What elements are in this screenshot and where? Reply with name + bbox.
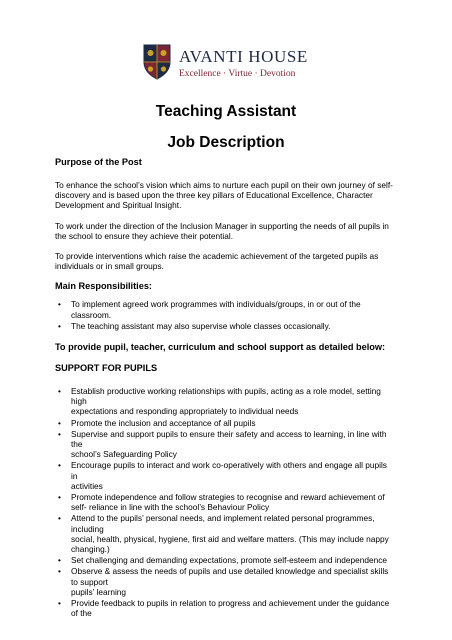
purpose-paragraph-2: To work under the direction of the Inclusion Manager in supporting the needs of all pupils in the school to ensure they achieve their potential. [55, 220, 389, 241]
bullet-icon: • [58, 566, 61, 577]
list-item: • Attend to the pupils’ personal needs, and implement related personal programmes, including social, health, physical, hygiene, first aid and welfare matters. (This may include nappy changing.) [58, 513, 389, 555]
list-item: • Promote the inclusion and acceptance of all pupils [58, 417, 256, 428]
school-logo [143, 44, 318, 88]
responsibilities-list [55, 299, 395, 331]
list-item: • Establish productive working relationships with pupils, acting as a role model, setting high expectations and responding appropriately to individual needs [58, 386, 381, 417]
list-item: • Encourage pupils to interact and work co-operatively with others and engage all pupils in activities [58, 460, 387, 491]
bullet-icon: • [58, 428, 61, 439]
purpose-paragraph-1: To enhance the school’s vision which aims to nurture each pupil on their own journey of self- discovery and is based upon the three key pillars of Educational Excellence, Character Development and Spiritual Insight. [55, 180, 393, 211]
crest-icon [143, 44, 171, 80]
bullet-icon: • [58, 460, 61, 471]
bullet-icon: • [58, 417, 61, 428]
logo-motto: Excellence · Virtue · Devotion [179, 69, 296, 79]
document-body [55, 157, 395, 620]
bullet-icon: • [58, 386, 61, 397]
list-item: • To implement agreed work programmes with individuals/groups, in or out of the classroom. [58, 299, 361, 320]
list-item: • Supervise and support pupils to ensure their safety and access to learning, in line with the school’s Safeguarding Policy [58, 428, 387, 460]
bullet-icon: • [58, 492, 61, 503]
bullet-icon: • [58, 299, 61, 310]
list-item: • Promote independence and follow strategies to recognise and reward achievement of self- reliance in line with the school’s Behaviour Policy [58, 492, 385, 513]
list-item: • Observe & assess the needs of pupils and use detailed knowledge and specialist skills to support pupils’ learning [58, 566, 389, 597]
support-list [55, 386, 395, 618]
list-item: • Provide feedback to pupils in relation to progress and achievement under the guidance of the [58, 598, 390, 619]
list-item: • Set challenging and demanding expectations, promote self-esteem and independence [58, 555, 387, 566]
purpose-heading: Purpose of the Post [55, 157, 142, 167]
list-item: • The teaching assistant may also supervise whole classes occasionally. [58, 320, 331, 331]
logo-name: AVANTI HOUSE [179, 47, 308, 66]
support-for-pupils-heading: SUPPORT FOR PUPILS [55, 363, 158, 374]
page-title: Teaching Assistant [155, 103, 297, 120]
purpose-paragraph-3: To provide interventions which raise the academic achievement of the targeted pupils as individuals or in small groups. [55, 251, 379, 272]
bullet-icon: • [58, 555, 61, 566]
bullet-icon: • [58, 513, 61, 524]
bullet-icon: • [58, 320, 61, 331]
responsibilities-heading: Main Responsibilities: [55, 281, 152, 292]
bullet-icon: • [58, 598, 61, 609]
page-subtitle: Job Description [167, 134, 285, 151]
provide-support-heading: To provide pupil, teacher, curriculum and school support as detailed below: [55, 342, 386, 353]
